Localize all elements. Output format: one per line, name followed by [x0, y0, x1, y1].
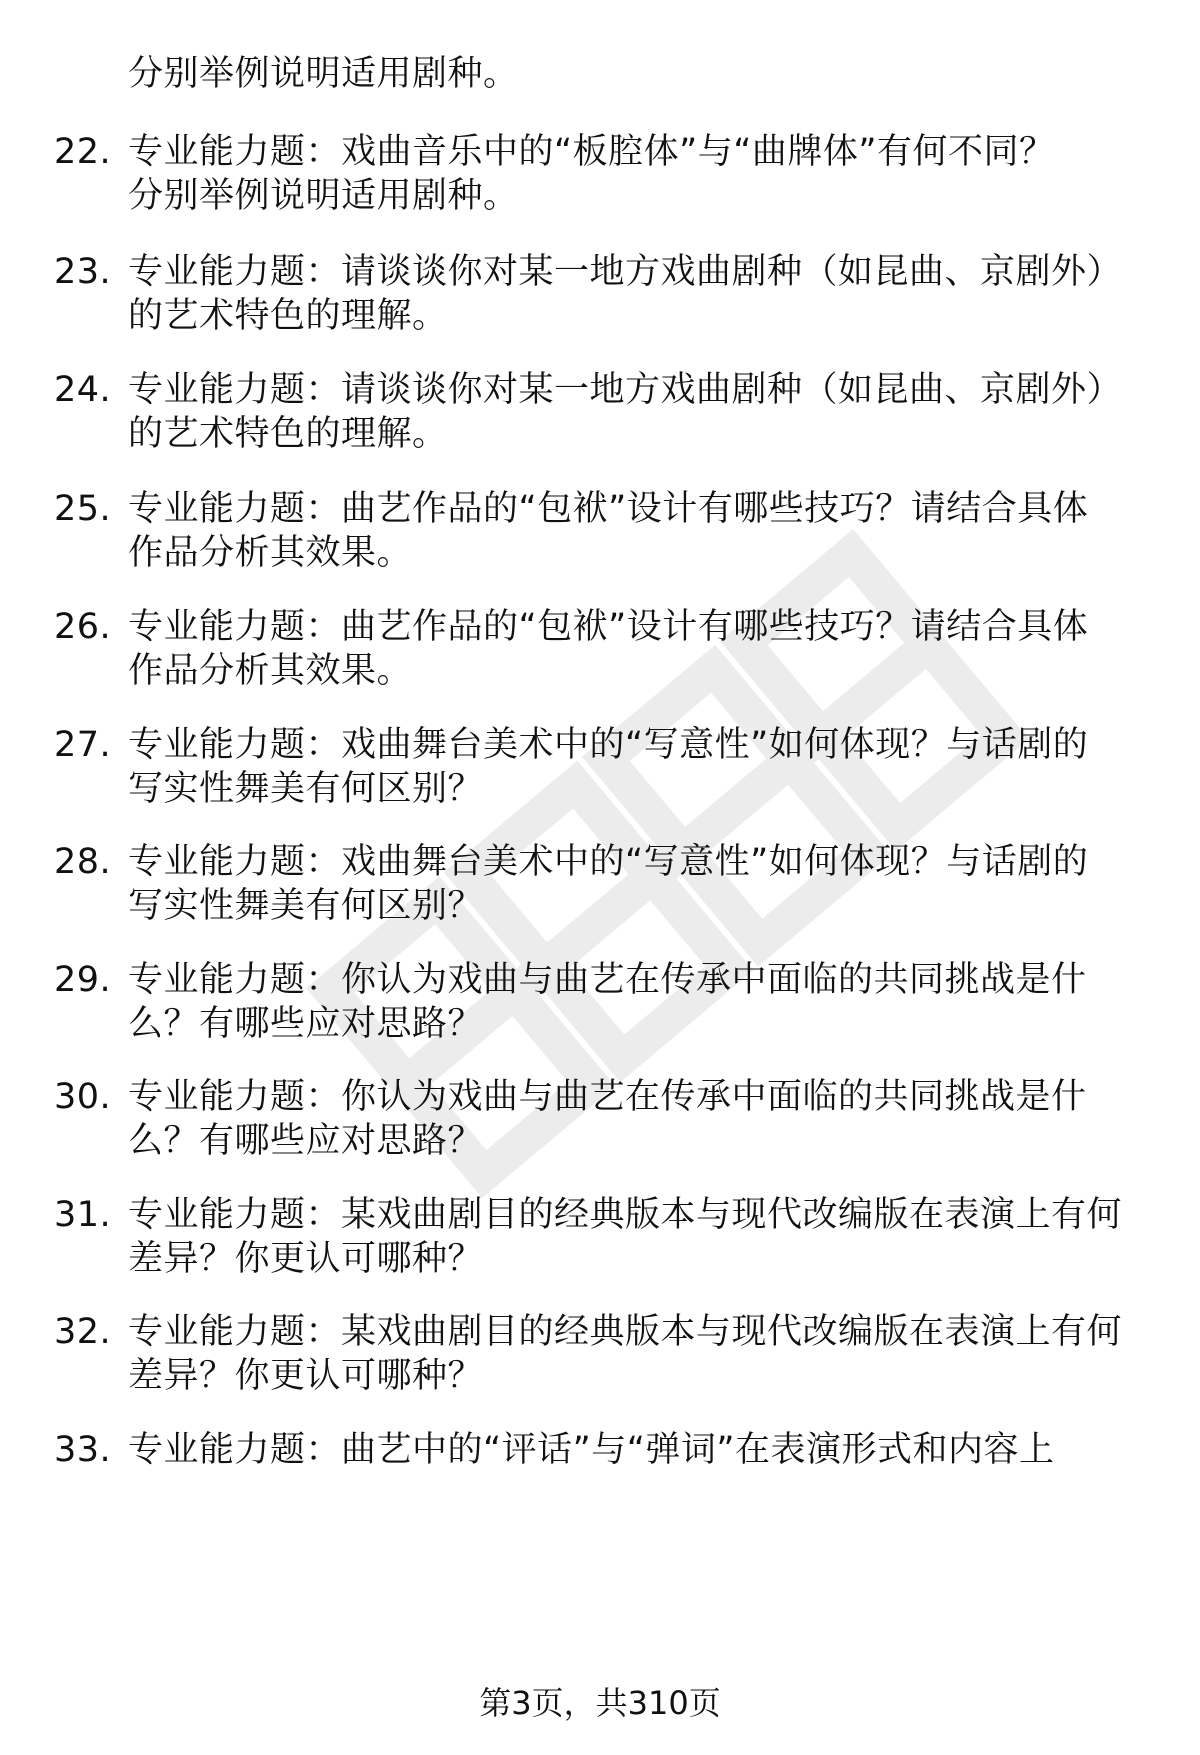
question-text-line: 差异？你更认可哪种？	[128, 1239, 484, 1279]
question-number: 27.	[54, 725, 112, 765]
question-text-line: 专业能力题：某戏曲剧目的经典版本与现代改编版在表演上有何	[128, 1195, 1123, 1235]
question-text-line: 专业能力题：曲艺作品的“包袱”设计有哪些技巧？请结合具体	[128, 607, 1089, 647]
question-text-line: 专业能力题：戏曲舞台美术中的“写意性”如何体现？与话剧的	[128, 842, 1089, 882]
question-text-line: 专业能力题：戏曲舞台美术中的“写意性”如何体现？与话剧的	[128, 725, 1089, 765]
question-number: 30.	[54, 1077, 112, 1117]
question-text-line: 专业能力题：曲艺作品的“包袱”设计有哪些技巧？请结合具体	[128, 489, 1089, 529]
continued-line: 分别举例说明适用剧种。	[128, 54, 519, 94]
page-number-footer: 第3页，共310页	[479, 1684, 721, 1722]
question-number: 28.	[54, 842, 112, 882]
question-text-line: 差异？你更认可哪种？	[128, 1356, 484, 1396]
question-text-line: 专业能力题：你认为戏曲与曲艺在传承中面临的共同挑战是什	[128, 1077, 1087, 1117]
question-text-line: 专业能力题：曲艺中的“评话”与“弹词”在表演形式和内容上	[128, 1430, 1055, 1470]
question-text-line: 写实性舞美有何区别？	[128, 769, 484, 809]
question-text-line: 专业能力题：请谈谈你对某一地方戏曲剧种（如昆曲、京剧外）	[128, 370, 1123, 410]
question-number: 23.	[54, 252, 112, 292]
question-number: 32.	[54, 1312, 112, 1352]
question-number: 25.	[54, 489, 112, 529]
question-text-line: 写实性舞美有何区别？	[128, 886, 484, 926]
question-number: 29.	[54, 960, 112, 1000]
question-text-line: 专业能力题：戏曲音乐中的“板腔体”与“曲牌体”有何不同？	[128, 132, 1055, 172]
question-text-line: 的艺术特色的理解。	[128, 414, 448, 454]
question-text-line: 分别举例说明适用剧种。	[128, 176, 519, 216]
question-text-line: 作品分析其效果。	[128, 651, 413, 691]
question-number: 22.	[54, 132, 112, 172]
question-text-line: 专业能力题：请谈谈你对某一地方戏曲剧种（如昆曲、京剧外）	[128, 252, 1123, 292]
question-number: 24.	[54, 370, 112, 410]
question-text-line: 的艺术特色的理解。	[128, 296, 448, 336]
question-text-line: 专业能力题：某戏曲剧目的经典版本与现代改编版在表演上有何	[128, 1312, 1123, 1352]
question-number: 26.	[54, 607, 112, 647]
question-text-line: 么？有哪些应对思路？	[128, 1004, 484, 1044]
question-number: 31.	[54, 1195, 112, 1235]
question-text-line: 专业能力题：你认为戏曲与曲艺在传承中面临的共同挑战是什	[128, 960, 1087, 1000]
question-text-line: 么？有哪些应对思路？	[128, 1121, 484, 1161]
question-number: 33.	[54, 1430, 112, 1470]
question-text-line: 作品分析其效果。	[128, 533, 413, 573]
